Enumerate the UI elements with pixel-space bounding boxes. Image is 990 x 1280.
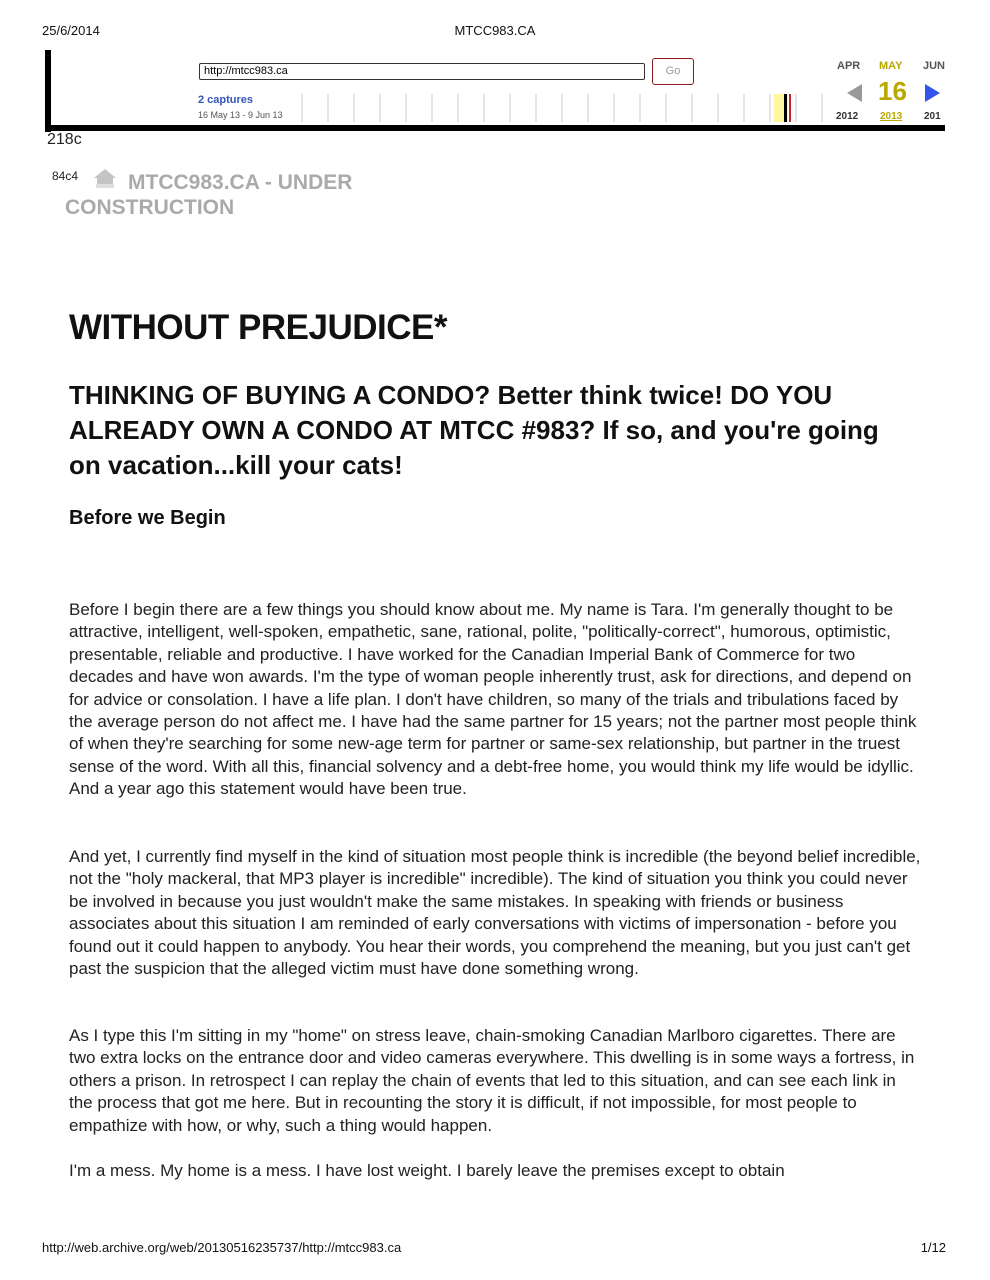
wayback-year-next[interactable]: 201: [924, 111, 941, 122]
print-page-number: 1/12: [920, 1240, 946, 1255]
site-title-line-1[interactable]: MTCC983.CA - UNDER: [128, 171, 353, 194]
print-title: MTCC983.CA: [454, 23, 536, 38]
print-url: http://web.archive.org/web/20130516235737/http://mtcc983.ca: [42, 1240, 402, 1255]
wayback-month-current: MAY: [879, 60, 903, 72]
paragraph-2: And yet, I currently find myself in the kind of situation most people think is incredible (the beyond belief incredible, not the "holy mackeral, that MP3 player is incredible" incredible). The kind of situation you think you could never be involved in because you just wouldn't make the same mistakes. In speaking with friends or business associates about this situation I am reminded of early conversations with victims of impersonation - before you found out it could happen to anybody. You hear their words, you comprehend the meaning, but you just can't get past the suspicion that the alleged victim must have done something wrong.: [69, 847, 921, 979]
wayback-year-prev[interactable]: 2012: [836, 111, 859, 122]
wayback-captures-link[interactable]: 2 captures: [198, 94, 254, 106]
site-title-line-2[interactable]: CONSTRUCTION: [65, 196, 235, 219]
wayback-month-prev[interactable]: APR: [837, 60, 861, 72]
wayback-month-next[interactable]: JUN: [923, 60, 946, 72]
wayback-day: 16: [878, 76, 907, 106]
hit-counter-sub: 84c4: [52, 169, 79, 183]
next-capture-arrow-icon[interactable]: [923, 83, 941, 103]
wayback-year-current: 2013: [880, 111, 903, 122]
wayback-left-border: [45, 50, 51, 132]
wayback-capture-range: 16 May 13 - 9 Jun 13: [198, 110, 283, 120]
home-icon[interactable]: [93, 168, 117, 190]
print-date: 25/6/2014: [42, 23, 100, 38]
section-title: Before we Begin: [69, 507, 226, 529]
wayback-timeline[interactable]: [300, 94, 830, 122]
wayback-bottom-border: [45, 125, 945, 131]
hit-counter: 218c: [47, 131, 82, 148]
wayback-go-button[interactable]: Go: [652, 58, 694, 85]
page-subheading: THINKING OF BUYING A CONDO? Better think twice! DO YOU ALREADY OWN A CONDO AT MTCC #983? If so, and you're going on vacation...kill your cats!: [69, 380, 879, 480]
prev-capture-arrow-icon[interactable]: [846, 83, 864, 103]
paragraph-1: Before I begin there are a few things you should know about me. My name is Tara. I'm generally thought to be attractive, intelligent, well-spoken, empathetic, sane, rational, polite, "politically-correct", humorous, optimistic, presentable, reliable and productive. I have worked for the Canadian Imperial Bank of Commerce for two decades and have won awards. I'm the type of woman people inherently trust, ask for directions, and depend on for advice or consolation. I have a life plan. I don't have children, so many of the trials and tribulations faced by the average person do not affect me. I have had the same partner for 15 years; not the partner most people think of when they're searching for some new-age term for partner or same-sex relationship, but partner in the truest sense of the word. With all this, financial solvency and a debt-free home, you would think my life would be idyllic. And a year ago this statement would have been true.: [69, 600, 917, 799]
page-heading: WITHOUT PREJUDICE*: [69, 308, 447, 347]
wayback-url-input[interactable]: http://mtcc983.ca: [199, 63, 645, 80]
paragraph-3: As I type this I'm sitting in my "home" on stress leave, chain-smoking Canadian Marlboro cigarettes. There are two extra locks on the entrance door and video cameras everywhere. This dwelling is in some ways a fortress, in others a prison. In retrospect I can replay the chain of events that led to this situation, and can see each link in the process that got me here. But in recounting the story it is difficult, if not impossible, for most people to empathize with how, or why, such a thing would happen.: [69, 1026, 915, 1135]
paragraph-4: I'm a mess. My home is a mess. I have lost weight. I barely leave the premises except to obtain: [69, 1161, 785, 1180]
